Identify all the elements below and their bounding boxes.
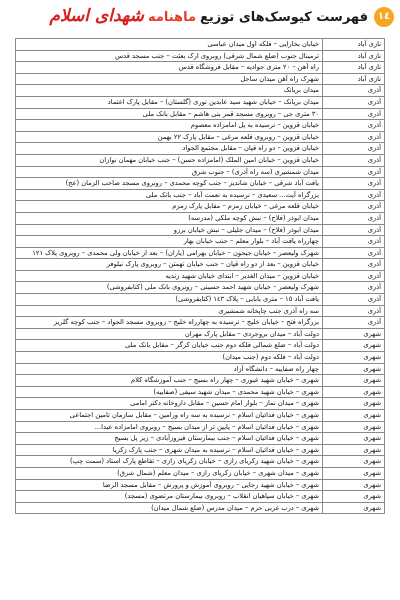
address-cell: خیابان قزوین – روبروی قلعه مرغی – مقابل پارک ٢٢ بهمن [16,131,323,143]
table-row [16,201,385,213]
magazine-logo: شهدای اسلام [49,6,144,26]
area-cell: آذری [323,131,385,143]
table-row [16,421,385,433]
address-cell: شهری – خیابان سپاهیان انقلاب – روبروی بیمارستان مرتضوی (مسجد) [16,491,323,503]
address-cell: شهری – خیابان فدائیان اسلام – نرسیده به میدان شهری – جنب پارک زکریا [16,444,323,456]
table-row [16,96,385,108]
table-row [16,375,385,387]
area-cell: آذری [323,317,385,329]
area-cell: شهری [323,410,385,422]
address-cell: میدان ابوذر (فلاح) – میدان جلیلی – نبش خیابان برزو [16,224,323,236]
address-cell: خیابان بخارایی – فلکه اول میدان عباسی [16,39,323,51]
area-cell: شهری [323,398,385,410]
table-row [16,410,385,422]
address-cell: چهارراه یافت آباد – بلوار معلم – جنب خیابان بهار [16,236,323,248]
table-row [16,467,385,479]
area-cell: شهری [323,433,385,445]
area-cell: شهری [323,479,385,491]
area-cell: آذری [323,201,385,213]
area-cell: آذری [323,259,385,271]
table-row [16,363,385,375]
area-cell: آذری [323,282,385,294]
address-cell: دولت آباد – میدان بروجردی – مقابل پارک مهران [16,328,323,340]
address-cell: شهرک ولیعصر – خیابان جیحون – خیابان بهرامی (یاران) – بعد از خیابان ولی محمدی – روبروی پلاک ١٢١ [16,247,323,259]
table-row [16,189,385,201]
table-row [16,247,385,259]
area-cell: نازی آباد [323,62,385,74]
area-cell: شهری [323,421,385,433]
page-title-accent: ماهنامه [147,10,197,25]
address-cell: بزرگراه فتح – خیابان خلیج – نرسیده به چهارراه خلیج – روبروی مسجد الجواد – جنب کوچه گلریز [16,317,323,329]
table-row [16,154,385,166]
table-row [16,328,385,340]
address-cell: خیابان قزوین – نرسیده به پل امامزاده معصوم [16,120,323,132]
area-cell: شهری [323,491,385,503]
table-row [16,108,385,120]
area-cell: آذری [323,189,385,201]
address-cell: راه آهن – ٢٠ متری جوادیه – مقابل فروشگاه قدس [16,62,323,74]
page-number-badge: ١٤ [374,7,394,27]
address-cell: یافت آباد شرقی – خیابان شاندیز – جنب کوچه محمدی – روبروی مسجد صاحب الزمان (عج) [16,178,323,190]
area-cell: نازی آباد [323,50,385,62]
area-cell: آذری [323,108,385,120]
table-row [16,456,385,468]
address-cell: میدان بریانک [16,85,323,97]
header-title-group [49,6,368,26]
area-cell: نازی آباد [323,39,385,51]
address-cell: شهری – خیابان فدائیان اسلام – جنب بیمارستان فیروزآبادی – زیر پل بسیج [16,433,323,445]
table-row [16,282,385,294]
area-cell: شهری [323,386,385,398]
area-cell: شهری [323,444,385,456]
address-cell: شهری – خیابان شهید رجایی – روبروی آموزش و پرورش – مقابل مسجد الرضا [16,479,323,491]
address-cell: شهری – خیابان شهید غیوری – چهار راه بسیج – جنب آموزشگاه کلام [16,375,323,387]
area-cell: آذری [323,143,385,155]
table-row [16,479,385,491]
area-cell: شهری [323,328,385,340]
address-cell: خیابان قزوین – خیابان امین الملک (امامزاده حسن) – جنب خیابان مهمان نوازان [16,154,323,166]
table-row [16,143,385,155]
table-row [16,386,385,398]
kiosk-table-body [16,39,385,514]
kiosk-table [15,38,385,514]
area-cell: آذری [323,236,385,248]
table-row [16,270,385,282]
table-row [16,433,385,445]
address-cell: شهرک راه آهن میدان ساحل [16,73,323,85]
address-cell: خیابان قزوین – بعد از دو راه قپان – جنب خیابان تهمتن – روبروی پارک نیلوفر [16,259,323,271]
table-row [16,39,385,51]
address-cell: خیابان قلعه مرغی – خیابان زمزم – مقابل پارک زمزم [16,201,323,213]
area-cell: آذری [323,294,385,306]
address-cell: خیابان قزوین – میدان الغدیر – ابتدای خیابان شهید زندیه [16,270,323,282]
address-cell: شهرک ولیعصر – خیابان شهید احمد حسینی – روبروی بانک ملی (کتابفروشی) [16,282,323,294]
address-cell: شهری – خیابان فدائیان اسلام – نرسیده به سه راه ورامین – مقابل سازمان تامین اجتماعی [16,410,323,422]
area-cell: آذری [323,96,385,108]
address-cell: ترمینال جنوب (ضلع شمال شرقی) روبروی ارک بعثت – جنب مسجد قدس [16,50,323,62]
table-row [16,294,385,306]
address-cell: دولت آباد – ضلع شمالی فلکه دوم جنب خیابان کرگر – مقابل بانک ملی [16,340,323,352]
table-row [16,178,385,190]
table-row [16,166,385,178]
area-cell: آذری [323,305,385,317]
address-cell: شهری – خیابان فدائیان اسلام – پایین تر از میدان بسیج – روبروی امامزاده عبدا... [16,421,323,433]
table-row [16,491,385,503]
table-row [16,305,385,317]
area-cell: آذری [323,247,385,259]
table-row [16,212,385,224]
area-cell: شهری [323,340,385,352]
area-cell: شهری [323,375,385,387]
table-row [16,73,385,85]
table-row [16,398,385,410]
address-cell: ٣٠ متری جی – روبروی مسجد قمر بنی هاشم – مقابل بانک ملی [16,108,323,120]
table-row [16,50,385,62]
address-cell: شهری – درب غربی حرم – میدان مدرس (ضلع شمال میدان) [16,502,323,514]
area-cell: نازی آباد [323,73,385,85]
address-cell: خیابان قزوین – دو راه قپان – مقابل مجتمع الجواد [16,143,323,155]
area-cell: آذری [323,270,385,282]
area-cell: آذری [323,224,385,236]
table-row [16,352,385,364]
area-cell: آذری [323,154,385,166]
area-cell: شهری [323,363,385,375]
table-row [16,340,385,352]
area-cell: آذری [323,178,385,190]
page-header [0,0,400,40]
address-cell: شهری – میدان نماز – بلوار امام حسین – مقابل داروخانه دکتر امامی [16,398,323,410]
address-cell: سه راه آذری جنب چاپخانه شمشیری [16,305,323,317]
address-cell: شهری – خیابان شهید محمدی – میدان شهید سیفی (صفاییه) [16,386,323,398]
area-cell: آذری [323,212,385,224]
table-row [16,224,385,236]
address-cell: شهری – میدان شهری – خیابان زکریای رازی – میدان معلم (شمال شرق) [16,467,323,479]
area-cell: آذری [323,166,385,178]
table-row [16,317,385,329]
area-cell: شهری [323,467,385,479]
table-row [16,502,385,514]
address-cell: چهار راه صفاییه – دانشگاه آزاد [16,363,323,375]
address-cell: میدان ابوذر (فلاح) – نبش کوچه ملکی (مدرسه) [16,212,323,224]
table-row [16,131,385,143]
address-cell: میدان بریانک – خیابان شهید سید عابدین نوری (گلستان) – مقابل پارک اعتماد [16,96,323,108]
area-cell: آذری [323,85,385,97]
table-row [16,120,385,132]
table-row [16,62,385,74]
address-cell: دولت آباد – فلکه دوم (جنب میدان) [16,352,323,364]
address-cell: بزرگراه آیت... سعیدی – نرسیده به نعمت آباد – جنب بانک ملی [16,189,323,201]
address-cell: یافت آباد ١٥ – متری بابایی – پلاک ١٤٣ (کتابفروشی) [16,294,323,306]
table-row [16,236,385,248]
page-title: فهرست کیوسک‌های توزیع [200,10,368,25]
area-cell: شهری [323,352,385,364]
table-row [16,259,385,271]
table-row [16,444,385,456]
address-cell: شهری – خیابان شهید زکریای رازی – خیابان زکریای رازی – تقاطع پارک استاد (سمت چپ) [16,456,323,468]
address-cell: میدان شمشیری (سه راه آذری) – جنوب شرق [16,166,323,178]
area-cell: شهری [323,456,385,468]
area-cell: شهری [323,502,385,514]
table-row [16,85,385,97]
area-cell: آذری [323,120,385,132]
